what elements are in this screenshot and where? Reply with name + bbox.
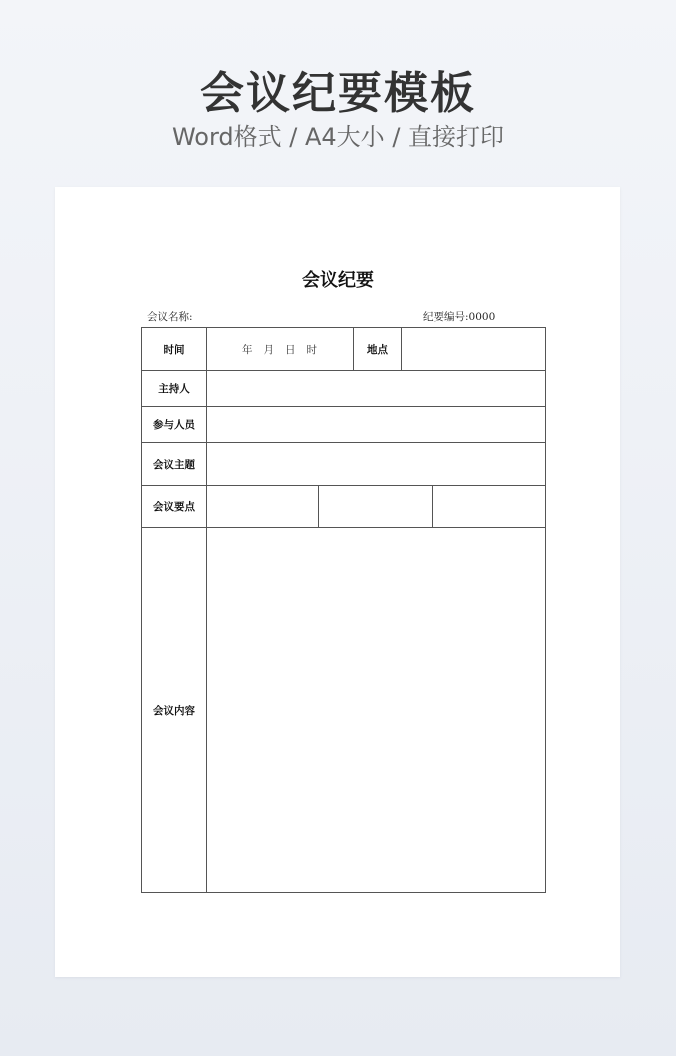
meeting-name-label: 会议名称:	[147, 311, 193, 323]
table-row	[142, 486, 546, 528]
table-row	[142, 407, 546, 443]
page-subtitle: Word格式 / A4大小 / 直接打印	[171, 123, 505, 151]
topic-value-field[interactable]	[207, 443, 546, 486]
location-label: 地点	[354, 328, 402, 371]
key-point-field-1[interactable]	[207, 486, 319, 528]
table-row	[142, 443, 546, 486]
key-point-field-3[interactable]	[433, 486, 546, 528]
key-point-field-2[interactable]	[319, 486, 433, 528]
host-label: 主持人	[142, 371, 207, 407]
content-value-field[interactable]	[207, 528, 546, 893]
year-label: 年	[242, 343, 254, 356]
location-value-field[interactable]	[402, 328, 546, 371]
hour-label: 时	[306, 343, 318, 356]
time-label: 时间	[142, 328, 207, 371]
key-points-label: 会议要点	[142, 486, 207, 528]
day-label: 日	[285, 343, 297, 356]
table-row	[142, 371, 546, 407]
page-title: 会议纪要模板	[200, 68, 476, 119]
topic-label: 会议主题	[142, 443, 207, 486]
time-value-field[interactable]	[207, 328, 354, 371]
host-value-field[interactable]	[207, 371, 546, 407]
record-number-label: 纪要编号:0000	[423, 311, 496, 323]
participants-value-field[interactable]	[207, 407, 546, 443]
document-title: 会议纪要	[302, 270, 374, 291]
month-label: 月	[263, 343, 275, 356]
minutes-form-table	[141, 327, 546, 893]
participants-label: 参与人员	[142, 407, 207, 443]
content-label: 会议内容	[142, 528, 207, 893]
table-row	[142, 528, 546, 893]
table-row	[142, 328, 546, 371]
